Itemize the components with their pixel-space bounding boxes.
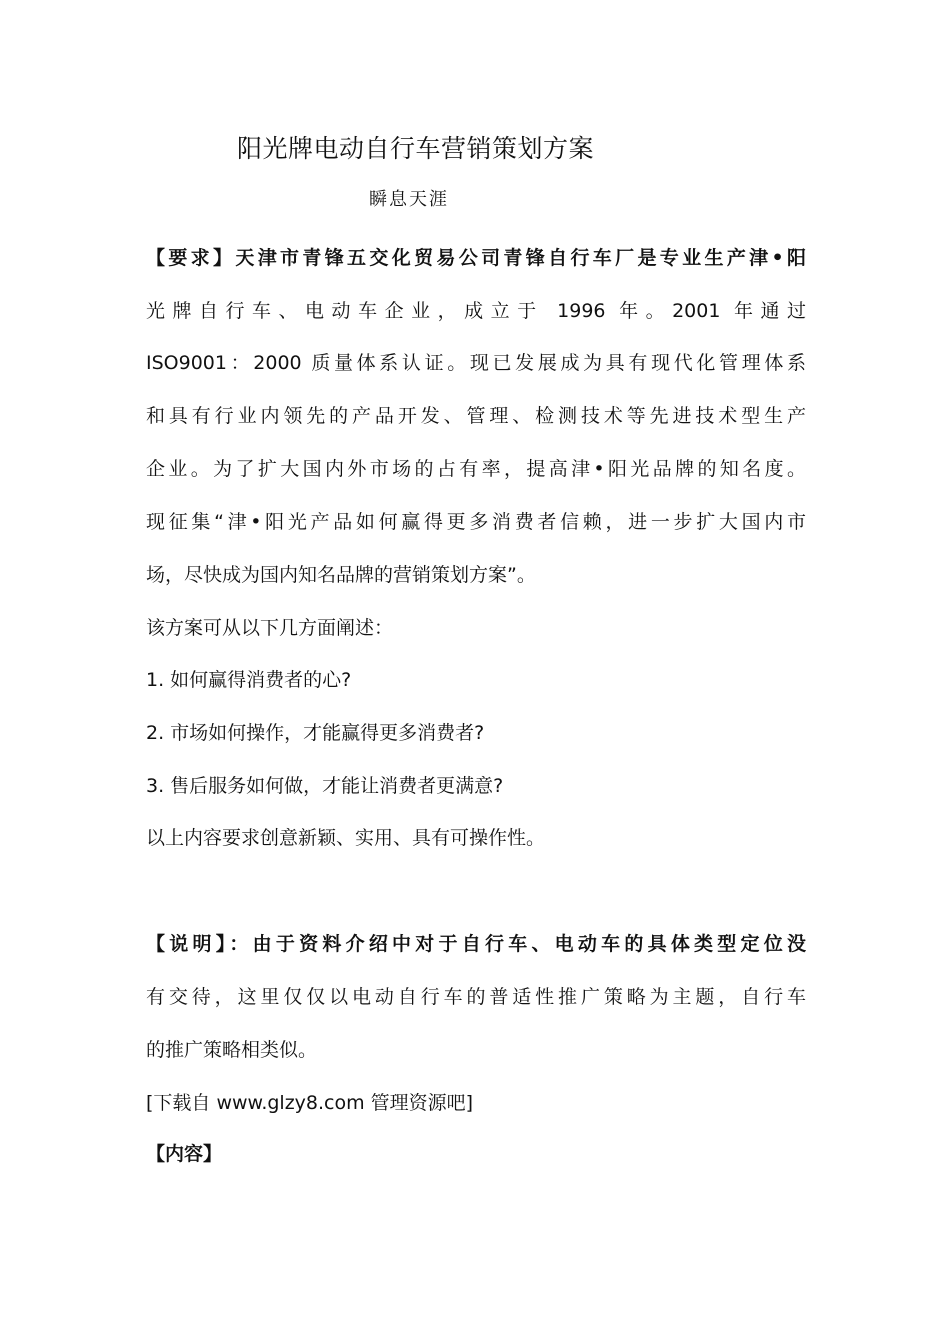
- requirement-item-3: 3. 售后服务如何做，才能让消费者更满意?: [146, 775, 504, 797]
- content-heading: 【内容】: [146, 1143, 223, 1165]
- requirement-line-3: ISO9001：2000 质量体系认证。现已发展成为具有现代化管理体系: [146, 352, 806, 374]
- document-author: 瞬息天涯: [369, 189, 449, 210]
- requirement-closing: 以上内容要求创意新颖、实用、具有可操作性。: [146, 827, 546, 849]
- document-title: 阳光牌电动自行车营销策划方案: [237, 134, 595, 163]
- requirement-item-1: 1. 如何赢得消费者的心?: [146, 669, 352, 691]
- requirement-line-5: 企业。为了扩大国内外市场的占有率，提高津•阳光品牌的知名度。: [146, 458, 806, 480]
- requirement-line-1: 【要求】天津市青锋五交化贸易公司青锋自行车厂是专业生产津•阳: [146, 247, 806, 269]
- requirement-line-7: 场，尽快成为国内知名品牌的营销策划方案”。: [146, 564, 536, 586]
- download-note: [下载自 www.glzy8.com 管理资源吧]: [146, 1092, 474, 1114]
- requirement-line-2: 光牌自行车、电动车企业，成立于 1996 年。2001 年通过: [146, 300, 806, 322]
- requirement-line-4: 和具有行业内领先的产品开发、管理、检测技术等先进技术型生产: [146, 405, 806, 427]
- requirement-intro: 该方案可从以下几方面阐述：: [146, 617, 394, 639]
- explanation-line-2: 有交待，这里仅仅以电动自行车的普适性推广策略为主题，自行车: [146, 986, 806, 1008]
- requirement-line-6: 现征集“津•阳光产品如何赢得更多消费者信赖，进一步扩大国内市: [146, 511, 806, 533]
- requirement-item-2: 2. 市场如何操作，才能赢得更多消费者?: [146, 722, 485, 744]
- explanation-line-1: 【说明】：由于资料介绍中对于自行车、电动车的具体类型定位没: [146, 933, 806, 955]
- explanation-line-3: 的推广策略相类似。: [146, 1039, 318, 1061]
